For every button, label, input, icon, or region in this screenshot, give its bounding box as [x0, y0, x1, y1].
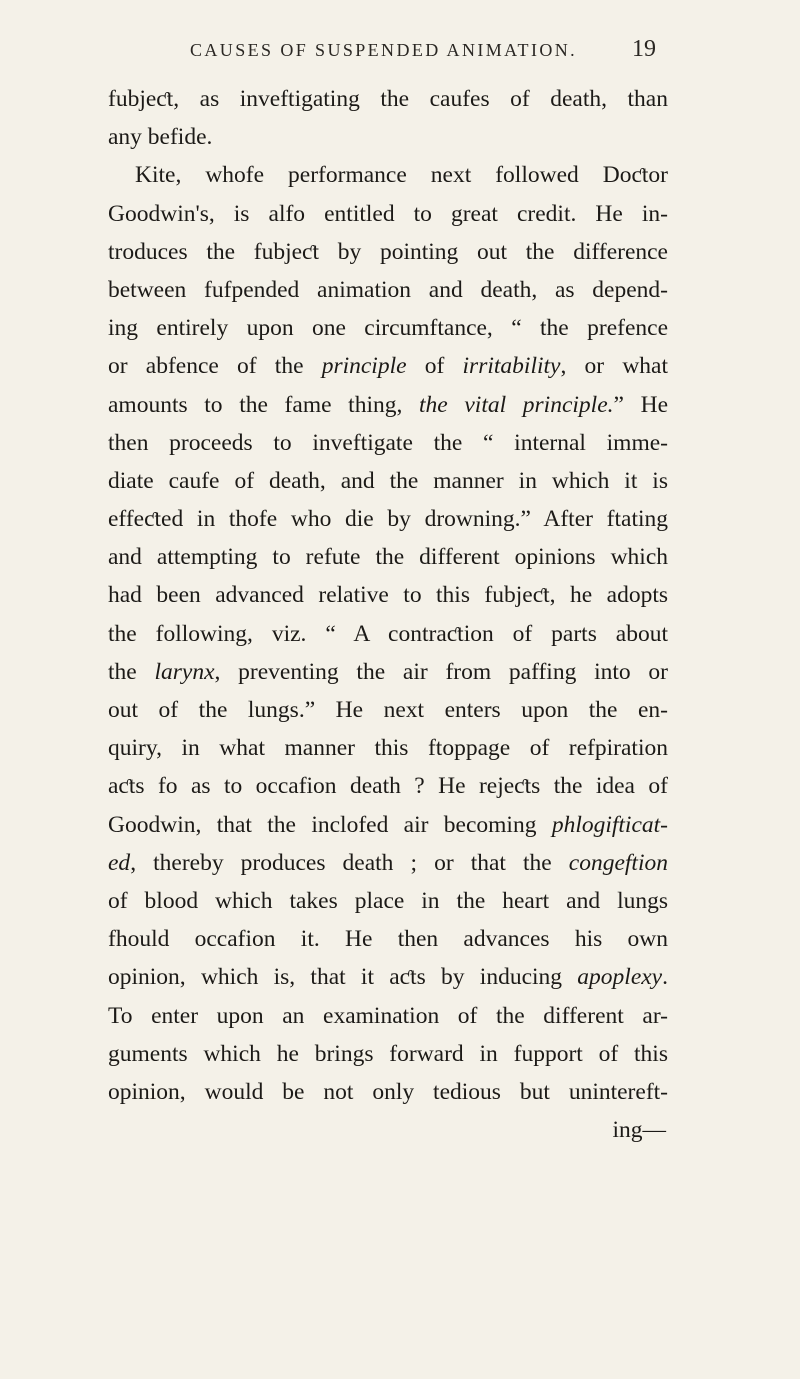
text-line: [108, 386, 668, 424]
text-segment: , preventing the air from paffing into or: [214, 658, 668, 685]
text-segment: , thereby produces death ; or that the: [130, 849, 569, 876]
text-segment: and attempting to refute the different opinions which: [108, 544, 668, 571]
text-line: [108, 920, 668, 958]
text-segment: effeƈted in thofe who die by drowning.” After ftating: [108, 506, 668, 533]
text-segment: any befide.: [108, 124, 213, 151]
italic-text: phlogifticat-: [551, 811, 668, 838]
body-text: [108, 80, 668, 1149]
text-segment: troduces the fubjeƈt by pointing out the difference: [108, 238, 668, 265]
text-line: [108, 538, 668, 576]
text-segment: of blood which takes place in the heart and lungs: [108, 887, 668, 914]
text-segment: fubjeƈt, as inveftigating the caufes of death, than: [108, 86, 668, 112]
italic-text: principle: [321, 353, 407, 380]
text-line: [108, 500, 668, 538]
catchword: ing—: [612, 1117, 666, 1144]
text-segment: ing entirely upon one circumftance, “ the prefence: [108, 315, 668, 342]
text-line: [108, 806, 668, 844]
text-segment: had been advanced relative to this fubjeƈt, he adopts: [108, 582, 668, 609]
text-segment: the following, viz. “ A contraƈtion of parts about: [108, 620, 668, 647]
italic-text: irritability: [462, 353, 561, 380]
text-line: [108, 462, 668, 500]
text-line: [108, 309, 668, 347]
text-segment: .: [662, 964, 668, 991]
text-line: [108, 233, 668, 271]
text-line: [108, 1073, 668, 1111]
running-head: CAUSES OF SUSPENDED ANIMATION.: [190, 40, 578, 60]
text-segment: Kite, whofe performance next followed Doƈtor: [135, 162, 668, 189]
text-line: [108, 615, 668, 653]
text-line: [108, 882, 668, 920]
text-segment: fhould occafion it. He then advances his own: [108, 926, 668, 953]
text-segment: between fufpended animation and death, as depend-: [108, 276, 668, 303]
text-segment: of: [406, 353, 463, 380]
text-segment: To enter upon an examination of the different ar-: [108, 1002, 668, 1029]
text-segment: quiry, in what manner this ftoppage of refpiration: [108, 735, 668, 762]
text-segment: ” He: [613, 391, 668, 418]
text-segment: out of the lungs.” He next enters upon the en-: [108, 697, 668, 723]
italic-text: the vital principle.: [419, 391, 614, 418]
text-segment: Goodwin's, is alfo entitled to great credit. He in-: [108, 200, 668, 227]
page-number: 19: [632, 36, 656, 62]
text-line: [108, 195, 668, 233]
text-line: [108, 729, 668, 767]
text-segment: or abfence of the: [108, 353, 322, 380]
text-line: [108, 691, 668, 729]
text-line: [108, 424, 668, 462]
italic-text: ed: [108, 849, 131, 876]
text-line: [108, 767, 668, 805]
text-line: [108, 347, 668, 385]
text-segment: the: [108, 658, 155, 685]
text-line: [108, 653, 668, 691]
text-line: [108, 844, 668, 882]
text-segment: opinion, would be not only tedious but unintereft-: [108, 1078, 668, 1105]
italic-text: apoplexy: [577, 964, 663, 991]
italic-text: congeftion: [568, 849, 668, 876]
text-line: [108, 997, 668, 1035]
text-line: [108, 271, 668, 309]
italic-text: larynx: [154, 658, 215, 685]
text-line: [108, 118, 668, 156]
text-segment: guments which he brings forward in fupport of this: [108, 1040, 668, 1067]
text-segment: opinion, which is, that it aƈts by inducing: [108, 964, 578, 991]
text-segment: amounts to the fame thing,: [108, 391, 420, 418]
text-segment: aƈts fo as to occafion death ? He rejeƈts the idea of: [108, 773, 668, 800]
text-line: [108, 576, 668, 614]
text-segment: Goodwin, that the inclofed air becoming: [108, 811, 552, 838]
text-line: [108, 156, 668, 194]
text-segment: , or what: [560, 353, 668, 380]
text-segment: diate caufe of death, and the manner in which it is: [108, 467, 668, 494]
text-segment: then proceeds to inveftigate the “ internal imme-: [108, 429, 668, 456]
text-line: [108, 1035, 668, 1073]
text-line: [108, 80, 668, 118]
text-line: [108, 958, 668, 996]
